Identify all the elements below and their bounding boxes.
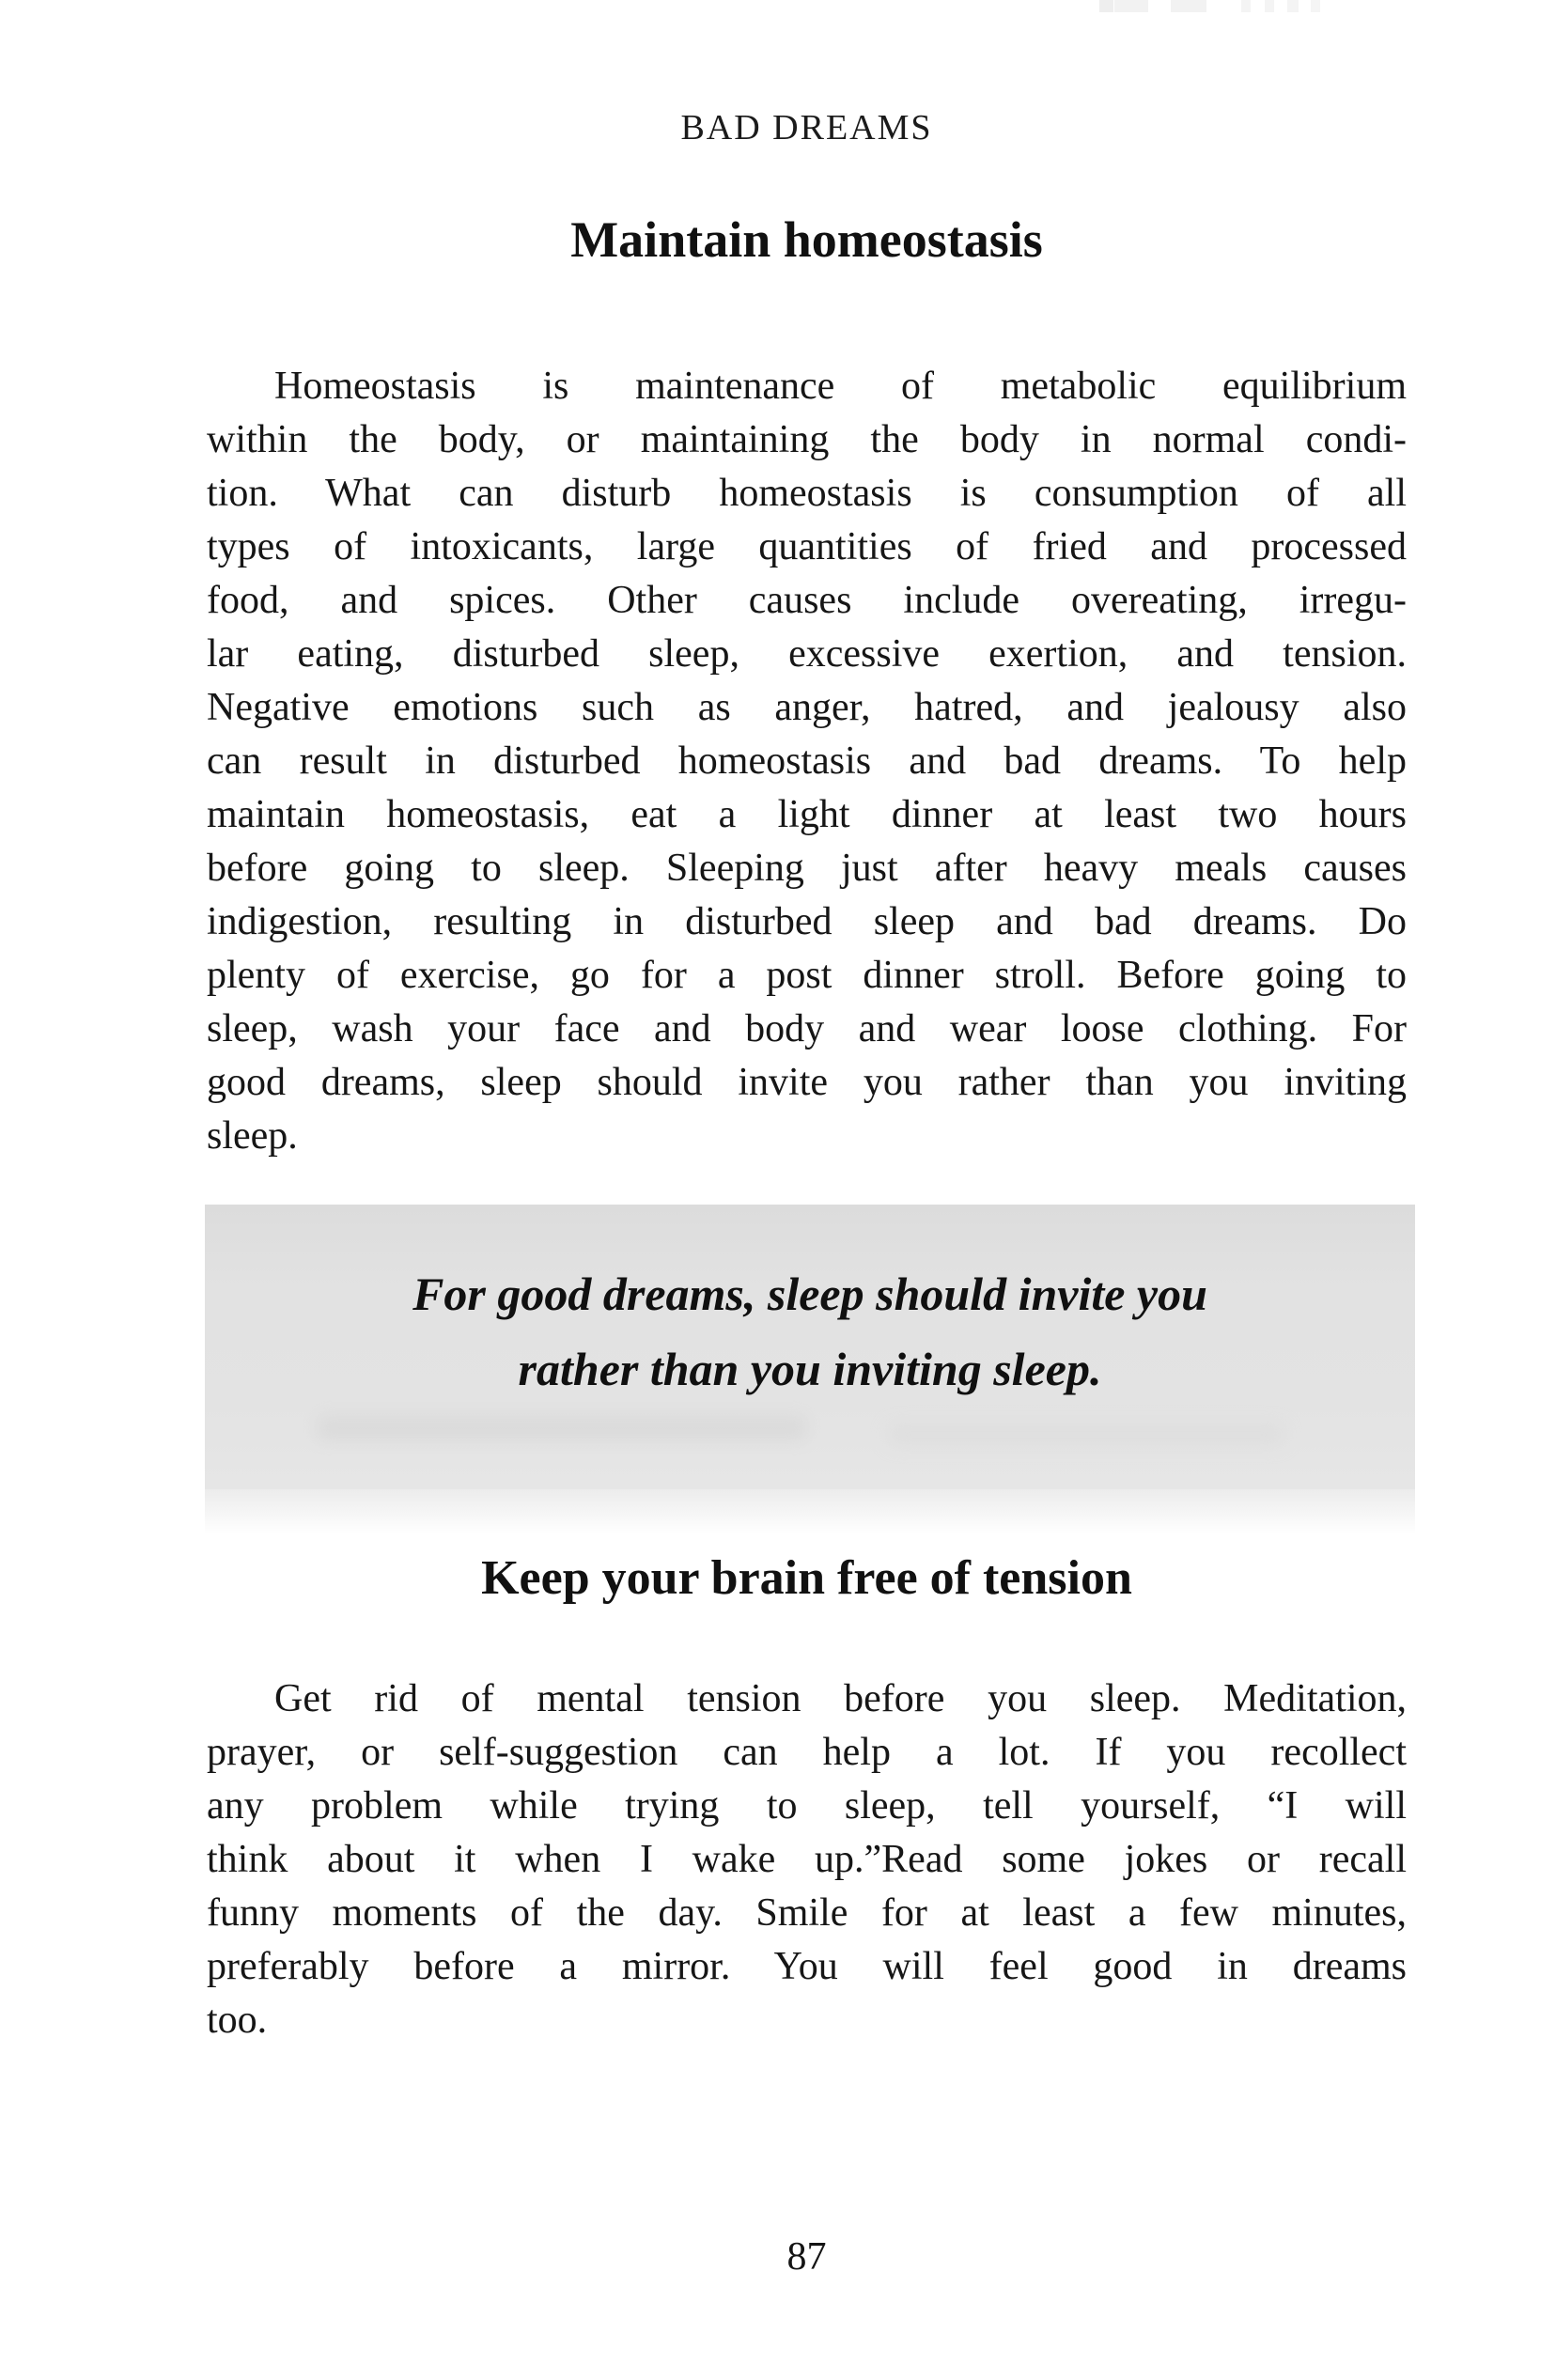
text-line: indigestion, resulting in disturbed sleep and bad dreams. Do <box>207 900 1407 943</box>
scan-artifact <box>1311 0 1320 12</box>
section-heading-maintain-homeostasis: Maintain homeostasis <box>570 211 1043 268</box>
scan-ghost-mark <box>318 1416 806 1440</box>
scan-artifact <box>1241 0 1251 12</box>
scan-artifact <box>1287 0 1299 12</box>
text-line: preferably before a mirror. You will feel good in dreams <box>207 1945 1407 1988</box>
paragraph-tension <box>207 1672 1407 2047</box>
text-line: tion. What can disturb homeostasis is consumption of all <box>207 472 1407 515</box>
section-heading-keep-brain-free-of-tension: Keep your brain free of tension <box>481 1551 1132 1605</box>
scan-artifact <box>1265 0 1274 12</box>
scan-artifact <box>1171 0 1206 12</box>
pull-quote-line-1: For good dreams, sleep should invite you <box>412 1268 1207 1320</box>
pull-quote-box-fade-edge <box>205 1489 1415 1534</box>
page-number: 87 <box>786 2235 827 2279</box>
text-line: lar eating, disturbed sleep, excessive exertion, and tension. <box>207 632 1407 676</box>
pull-quote-box <box>205 1205 1415 1489</box>
running-header: BAD DREAMS <box>680 108 933 148</box>
text-line: can result in disturbed homeostasis and bad dreams. To help <box>207 739 1407 783</box>
scan-artifact <box>1099 0 1113 12</box>
text-line: plenty of exercise, go for a post dinner stroll. Before going to <box>207 954 1407 997</box>
text-line: sleep. <box>207 1114 298 1158</box>
text-line: funny moments of the day. Smile for at least a few minutes, <box>207 1891 1407 1935</box>
text-line: Negative emotions such as anger, hatred, and jealousy also <box>207 686 1407 729</box>
paragraph-homeostasis <box>207 360 1407 1163</box>
text-line: sleep, wash your face and body and wear loose clothing. For <box>207 1007 1407 1050</box>
text-line: food, and spices. Other causes include overeating, irregu- <box>207 579 1407 622</box>
text-line: types of intoxicants, large quantities of fried and processed <box>207 525 1407 568</box>
text-line: good dreams, sleep should invite you rather than you inviting <box>207 1061 1407 1104</box>
text-line: within the body, or maintaining the body in normal condi- <box>207 418 1407 461</box>
scan-artifact <box>1114 0 1148 12</box>
text-line: too. <box>207 1999 268 2042</box>
text-line: maintain homeostasis, eat a light dinner at least two hours <box>207 793 1407 836</box>
text-line: think about it when I wake up.”Read some jokes or recall <box>207 1838 1407 1881</box>
scan-ghost-mark <box>889 1425 1284 1444</box>
pull-quote-line-2: rather than you inviting sleep. <box>518 1343 1102 1395</box>
text-line: Get rid of mental tension before you sleep. Meditation, <box>274 1677 1407 1720</box>
text-line: any problem while trying to sleep, tell yourself, “I will <box>207 1784 1407 1828</box>
text-line: before going to sleep. Sleeping just after heavy meals causes <box>207 847 1407 890</box>
text-line: prayer, or self-suggestion can help a lot. If you recollect <box>207 1731 1407 1774</box>
text-line: Homeostasis is maintenance of metabolic equilibrium <box>274 365 1407 408</box>
